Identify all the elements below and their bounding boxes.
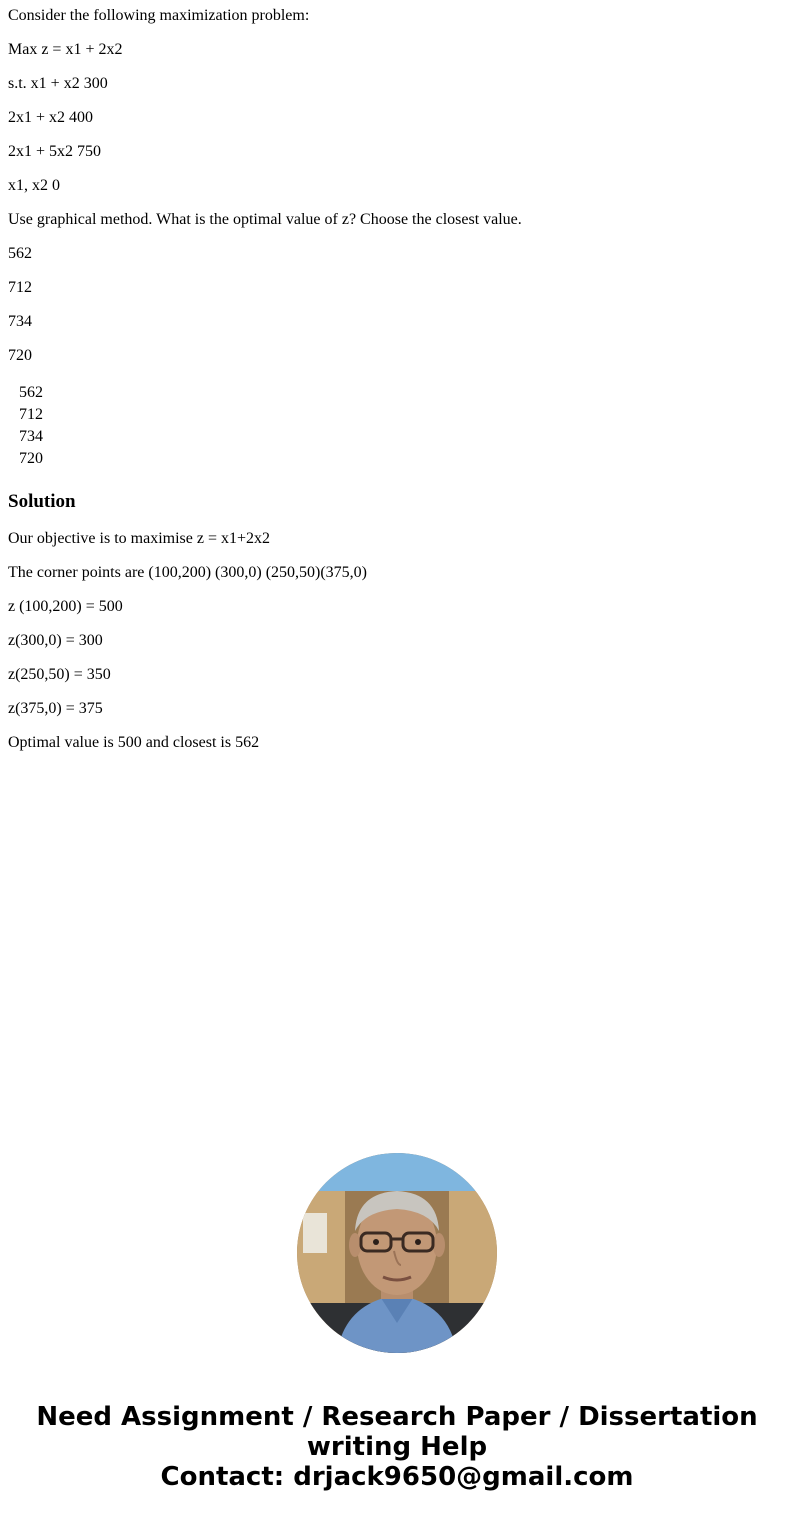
answer-option: 712 [19, 406, 43, 423]
question-prompt: Use graphical method. What is the optimal value of z? Choose the closest value. [8, 211, 522, 228]
tutor-photo [297, 1153, 497, 1353]
non-negativity-constraint: x1, x2 0 [8, 177, 60, 194]
objective-function: Max z = x1 + 2x2 [8, 41, 123, 58]
choice-item: 712 [8, 279, 32, 296]
solution-line: z(375,0) = 375 [8, 700, 103, 717]
constraint-2: 2x1 + x2 400 [8, 109, 94, 126]
question-intro: Consider the following maximization problem: [8, 7, 310, 24]
solution-line: z (100,200) = 500 [8, 598, 123, 615]
solution-heading: Solution [8, 491, 76, 512]
choice-item: 562 [8, 245, 32, 262]
promo-contact: Contact: drjack9650@gmail.com [160, 1462, 634, 1492]
solution-line: z(300,0) = 300 [8, 632, 103, 649]
choice-item: 734 [8, 313, 32, 330]
solution-line: Optimal value is 500 and closest is 562 [8, 734, 260, 751]
tutor-avatar [297, 1153, 497, 1353]
solution-line: Our objective is to maximise z = x1+2x2 [8, 530, 270, 547]
choice-item: 720 [8, 347, 32, 364]
promo-banner [0, 1402, 794, 1492]
constraint-1: s.t. x1 + x2 300 [8, 75, 108, 92]
answer-option: 720 [19, 450, 43, 467]
promo-line-1: Need Assignment / Research Paper / Dissertation [36, 1402, 758, 1432]
constraint-3: 2x1 + 5x2 750 [8, 143, 102, 160]
solution-line: z(250,50) = 350 [8, 666, 111, 683]
answer-option: 734 [19, 428, 43, 445]
promo-line-2: writing Help [306, 1432, 488, 1462]
answer-option: 562 [19, 384, 43, 401]
solution-line: The corner points are (100,200) (300,0) (250,50)(375,0) [8, 564, 368, 581]
